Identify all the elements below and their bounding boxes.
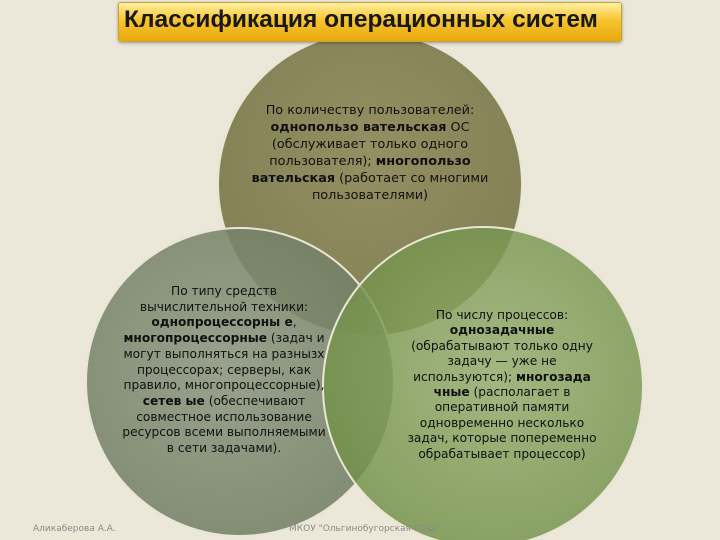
term-bold: однопроцессорны е	[151, 315, 293, 330]
text-segment: (задач и могут выполняться на разнызх процессорах; серверы, как правило, многопроцессорные),	[123, 331, 325, 393]
term-bold: многопроцессорные	[123, 331, 268, 346]
term-bold: однопользо вательская	[270, 120, 447, 135]
text-segment: (работает со многими пользователями)	[311, 171, 489, 203]
text-segment: По количеству пользователей:	[265, 103, 475, 118]
footer-school: МКОУ "Ольгинобугорская СОШ"	[289, 524, 441, 534]
text-segment: По типу средств вычислительной техники:	[139, 284, 309, 314]
term-bold: однозадачные	[449, 323, 555, 338]
text-segment: По числу процессов:	[435, 308, 569, 322]
slide-title: Классификация операционных систем	[124, 6, 598, 33]
term-bold: многопользо вательская	[251, 154, 471, 186]
circle-hardware-text	[118, 284, 330, 457]
term-bold: многозада чные	[433, 369, 591, 400]
footer-author: Аликаберова А.А.	[33, 524, 116, 534]
text-segment: (обрабатывают только одну задачу — уже не используются);	[411, 338, 593, 384]
circle-users-text	[248, 102, 492, 204]
circle-processes-text	[402, 308, 602, 462]
text-segment: ,	[292, 315, 297, 330]
text-segment: ОС (обслуживает только одного пользователя);	[269, 120, 470, 169]
term-bold: сетев ые	[142, 393, 205, 408]
text-segment: (располагает в оперативной памяти одновременно несколько задач, которые попеременно обрабатывает процессор)	[407, 385, 597, 461]
text-segment: (обеспечивают совместное использование ресурсов всеми выполняемыми в сети задачами).	[122, 393, 326, 456]
